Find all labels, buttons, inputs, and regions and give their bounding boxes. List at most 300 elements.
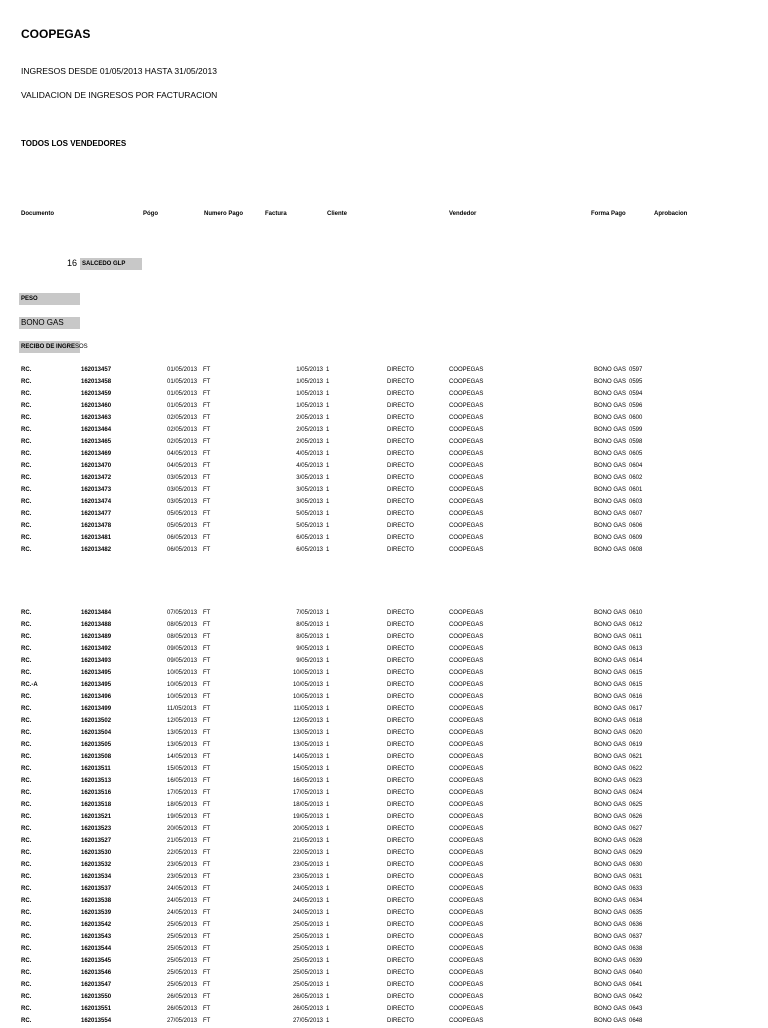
cell-cliente: DIRECTO xyxy=(387,658,414,664)
cell-fecha-pago: 25/05/2013 xyxy=(167,946,198,952)
cell-fecha-pago: 01/05/2013 xyxy=(167,391,198,397)
cell-documento: RC. xyxy=(21,1006,32,1012)
cell-vendedor: COOPEGAS xyxy=(449,415,484,421)
cell-vendedor: COOPEGAS xyxy=(449,946,484,952)
cell-documento: RC. xyxy=(21,367,32,373)
cell-cliente: DIRECTO xyxy=(387,379,414,385)
cell-cliente: DIRECTO xyxy=(387,475,414,481)
cell-recibo-numero: 162013463 xyxy=(81,415,112,421)
cell-fecha-factura: 10/05/2013 xyxy=(292,670,323,676)
cell-tipo-factura: FT xyxy=(203,523,211,529)
cell-forma-pago: BONO GAS xyxy=(594,946,627,952)
table-row xyxy=(0,680,768,692)
cell-cliente: DIRECTO xyxy=(387,862,414,868)
table-row xyxy=(0,968,768,980)
cell-cliente: DIRECTO xyxy=(387,718,414,724)
cell-fecha-factura: 4/05/2013 xyxy=(296,463,323,469)
cell-forma-pago: BONO GAS xyxy=(594,802,627,808)
cell-tipo-factura: FT xyxy=(203,427,211,433)
table-row xyxy=(0,908,768,920)
cell-cliente-codigo: 1 xyxy=(326,922,330,928)
cell-documento: RC. xyxy=(21,994,32,1000)
cell-cliente: DIRECTO xyxy=(387,814,414,820)
cell-aprobacion: 0605 xyxy=(629,451,643,457)
cell-cliente: DIRECTO xyxy=(387,742,414,748)
cell-documento: RC. xyxy=(21,487,32,493)
table-row xyxy=(0,473,768,485)
cell-forma-pago: BONO GAS xyxy=(594,367,627,373)
cell-aprobacion: 0598 xyxy=(629,439,643,445)
cell-tipo-factura: FT xyxy=(203,499,211,505)
cell-tipo-factura: FT xyxy=(203,670,211,676)
cell-fecha-factura: 21/05/2013 xyxy=(292,838,323,844)
cell-cliente: DIRECTO xyxy=(387,778,414,784)
cell-cliente-codigo: 1 xyxy=(326,982,330,988)
cell-recibo-numero: 162013530 xyxy=(81,850,112,856)
cell-recibo-numero: 162013544 xyxy=(81,946,112,952)
cell-documento: RC. xyxy=(21,403,32,409)
cell-tipo-factura: FT xyxy=(203,451,211,457)
cell-tipo-factura: FT xyxy=(203,415,211,421)
cell-documento: RC. xyxy=(21,946,32,952)
cell-cliente-codigo: 1 xyxy=(326,730,330,736)
cell-vendedor: COOPEGAS xyxy=(449,826,484,832)
cell-aprobacion: 0626 xyxy=(629,814,643,820)
cell-cliente-codigo: 1 xyxy=(326,622,330,628)
cell-forma-pago: BONO GAS xyxy=(594,934,627,940)
cell-aprobacion: 0600 xyxy=(629,415,643,421)
cell-cliente-codigo: 1 xyxy=(326,886,330,892)
cell-recibo-numero: 162013551 xyxy=(81,1006,112,1012)
cell-fecha-factura: 2/05/2013 xyxy=(296,415,323,421)
cell-aprobacion: 0595 xyxy=(629,379,643,385)
cell-recibo-numero: 162013457 xyxy=(81,367,112,373)
cell-aprobacion: 0613 xyxy=(629,646,643,652)
cell-cliente: DIRECTO xyxy=(387,790,414,796)
cell-fecha-pago: 12/05/2013 xyxy=(167,718,198,724)
cell-cliente: DIRECTO xyxy=(387,754,414,760)
table-row xyxy=(0,824,768,836)
cell-tipo-factura: FT xyxy=(203,946,211,952)
cell-fecha-pago: 10/05/2013 xyxy=(167,670,198,676)
cell-tipo-factura: FT xyxy=(203,922,211,928)
cell-documento: RC. xyxy=(21,982,32,988)
table-row xyxy=(0,800,768,812)
report-subtitle: VALIDACION DE INGRESOS POR FACTURACION xyxy=(21,90,218,100)
cell-cliente: DIRECTO xyxy=(387,910,414,916)
cell-cliente: DIRECTO xyxy=(387,934,414,940)
cell-aprobacion: 0614 xyxy=(629,658,643,664)
cell-documento: RC. xyxy=(21,862,32,868)
cell-fecha-factura: 5/05/2013 xyxy=(296,511,323,517)
cell-cliente: DIRECTO xyxy=(387,463,414,469)
cell-vendedor: COOPEGAS xyxy=(449,958,484,964)
cell-cliente-codigo: 1 xyxy=(326,814,330,820)
cell-tipo-factura: FT xyxy=(203,826,211,832)
cell-fecha-pago: 25/05/2013 xyxy=(167,982,198,988)
cell-fecha-factura: 1/05/2013 xyxy=(296,367,323,373)
cell-cliente: DIRECTO xyxy=(387,958,414,964)
cell-fecha-pago: 23/05/2013 xyxy=(167,862,198,868)
cell-cliente: DIRECTO xyxy=(387,706,414,712)
cell-forma-pago: BONO GAS xyxy=(594,778,627,784)
cell-forma-pago: BONO GAS xyxy=(594,754,627,760)
cell-cliente: DIRECTO xyxy=(387,874,414,880)
cell-cliente: DIRECTO xyxy=(387,499,414,505)
cell-forma-pago: BONO GAS xyxy=(594,403,627,409)
cell-recibo-numero: 162013532 xyxy=(81,862,112,868)
cell-fecha-factura: 1/05/2013 xyxy=(296,379,323,385)
cell-tipo-factura: FT xyxy=(203,367,211,373)
cell-tipo-factura: FT xyxy=(203,814,211,820)
cell-documento: RC. xyxy=(21,898,32,904)
cell-aprobacion: 0637 xyxy=(629,934,643,940)
cell-documento: RC. xyxy=(21,874,32,880)
cell-cliente: DIRECTO xyxy=(387,535,414,541)
cell-recibo-numero: 162013550 xyxy=(81,994,112,1000)
cell-cliente: DIRECTO xyxy=(387,982,414,988)
cell-tipo-factura: FT xyxy=(203,886,211,892)
cell-cliente-codigo: 1 xyxy=(326,427,330,433)
cell-tipo-factura: FT xyxy=(203,1006,211,1012)
cell-recibo-numero: 162013511 xyxy=(81,766,111,772)
cell-tipo-factura: FT xyxy=(203,487,211,493)
cell-fecha-pago: 17/05/2013 xyxy=(167,790,198,796)
cell-fecha-pago: 02/05/2013 xyxy=(167,415,198,421)
cell-aprobacion: 0648 xyxy=(629,1018,643,1024)
cell-vendedor: COOPEGAS xyxy=(449,499,484,505)
cell-recibo-numero: 162013502 xyxy=(81,718,112,724)
cell-recibo-numero: 162013542 xyxy=(81,922,112,928)
cell-vendedor: COOPEGAS xyxy=(449,379,484,385)
cell-aprobacion: 0639 xyxy=(629,958,643,964)
cell-vendedor: COOPEGAS xyxy=(449,670,484,676)
cell-forma-pago: BONO GAS xyxy=(594,826,627,832)
cell-aprobacion: 0602 xyxy=(629,475,643,481)
cell-fecha-pago: 02/05/2013 xyxy=(167,439,198,445)
cell-vendedor: COOPEGAS xyxy=(449,982,484,988)
cell-aprobacion: 0608 xyxy=(629,547,643,553)
cell-tipo-factura: FT xyxy=(203,838,211,844)
cell-vendedor: COOPEGAS xyxy=(449,754,484,760)
cell-documento: RC. xyxy=(21,850,32,856)
cell-documento: RC. xyxy=(21,754,32,760)
cell-documento: RC. xyxy=(21,439,32,445)
cell-aprobacion: 0612 xyxy=(629,622,643,628)
cell-fecha-pago: 10/05/2013 xyxy=(167,694,198,700)
cell-tipo-factura: FT xyxy=(203,658,211,664)
cell-fecha-factura: 13/05/2013 xyxy=(292,742,323,748)
cell-fecha-pago: 13/05/2013 xyxy=(167,730,198,736)
col-header-numero-pago: Numero Pago xyxy=(204,211,244,217)
table-row xyxy=(0,644,768,656)
cell-cliente: DIRECTO xyxy=(387,670,414,676)
cell-cliente-codigo: 1 xyxy=(326,898,330,904)
cell-documento: RC. xyxy=(21,718,32,724)
cell-fecha-pago: 10/05/2013 xyxy=(167,682,198,688)
cell-recibo-numero: 162013504 xyxy=(81,730,112,736)
cell-documento: RC. xyxy=(21,670,32,676)
cell-recibo-numero: 162013547 xyxy=(81,982,112,988)
cell-documento: RC. xyxy=(21,463,32,469)
cell-vendedor: COOPEGAS xyxy=(449,511,484,517)
table-row xyxy=(0,764,768,776)
group-number: 16 xyxy=(67,258,78,268)
cell-vendedor: COOPEGAS xyxy=(449,994,484,1000)
cell-fecha-pago: 11/05/2013 xyxy=(167,706,197,712)
cell-fecha-pago: 14/05/2013 xyxy=(167,754,198,760)
cell-forma-pago: BONO GAS xyxy=(594,838,627,844)
cell-fecha-pago: 09/05/2013 xyxy=(167,646,198,652)
cell-documento: RC. xyxy=(21,511,32,517)
cell-recibo-numero: 162013534 xyxy=(81,874,112,880)
cell-forma-pago: BONO GAS xyxy=(594,730,627,736)
cell-fecha-pago: 08/05/2013 xyxy=(167,634,198,640)
cell-documento: RC. xyxy=(21,427,32,433)
cell-fecha-pago: 19/05/2013 xyxy=(167,814,198,820)
cell-aprobacion: 0627 xyxy=(629,826,643,832)
cell-fecha-pago: 04/05/2013 xyxy=(167,463,198,469)
cell-cliente-codigo: 1 xyxy=(326,754,330,760)
cell-cliente-codigo: 1 xyxy=(326,658,330,664)
cell-tipo-factura: FT xyxy=(203,718,211,724)
cell-aprobacion: 0622 xyxy=(629,766,643,772)
cell-aprobacion: 0619 xyxy=(629,742,643,748)
cell-forma-pago: BONO GAS xyxy=(594,766,627,772)
cell-tipo-factura: FT xyxy=(203,391,211,397)
cell-documento: RC. xyxy=(21,475,32,481)
cell-vendedor: COOPEGAS xyxy=(449,646,484,652)
cell-vendedor: COOPEGAS xyxy=(449,1018,484,1024)
cell-fecha-pago: 22/05/2013 xyxy=(167,850,198,856)
cell-recibo-numero: 162013554 xyxy=(81,1018,112,1024)
cell-tipo-factura: FT xyxy=(203,910,211,916)
cell-fecha-factura: 25/05/2013 xyxy=(292,922,323,928)
cell-forma-pago: BONO GAS xyxy=(594,886,627,892)
cell-cliente: DIRECTO xyxy=(387,634,414,640)
cell-recibo-numero: 162013521 xyxy=(81,814,112,820)
cell-cliente: DIRECTO xyxy=(387,766,414,772)
cell-cliente-codigo: 1 xyxy=(326,946,330,952)
cell-fecha-factura: 24/05/2013 xyxy=(292,910,323,916)
recibo-label xyxy=(21,341,88,353)
cell-recibo-numero: 162013465 xyxy=(81,439,112,445)
cell-aprobacion: 0616 xyxy=(629,694,643,700)
table-row xyxy=(0,728,768,740)
cell-fecha-pago: 25/05/2013 xyxy=(167,970,198,976)
cell-cliente-codigo: 1 xyxy=(326,547,330,553)
table-row xyxy=(0,449,768,461)
cell-aprobacion: 0638 xyxy=(629,946,643,952)
cell-fecha-factura: 3/05/2013 xyxy=(296,487,323,493)
col-header-cliente: Cliente xyxy=(327,211,348,217)
cell-fecha-factura: 25/05/2013 xyxy=(292,934,323,940)
cell-fecha-factura: 12/05/2013 xyxy=(292,718,323,724)
table-row xyxy=(0,920,768,932)
cell-tipo-factura: FT xyxy=(203,790,211,796)
cell-cliente-codigo: 1 xyxy=(326,475,330,481)
table-row xyxy=(0,812,768,824)
table-row xyxy=(0,425,768,437)
cell-forma-pago: BONO GAS xyxy=(594,814,627,820)
cell-recibo-numero: 162013482 xyxy=(81,547,112,553)
table-row xyxy=(0,704,768,716)
cell-documento: RC. xyxy=(21,523,32,529)
cell-aprobacion: 0615 xyxy=(629,682,643,688)
cell-fecha-pago: 20/05/2013 xyxy=(167,826,198,832)
cell-vendedor: COOPEGAS xyxy=(449,475,484,481)
cell-recibo-numero: 162013484 xyxy=(81,610,112,616)
cell-vendedor: COOPEGAS xyxy=(449,718,484,724)
cell-forma-pago: BONO GAS xyxy=(594,742,627,748)
cell-cliente-codigo: 1 xyxy=(326,826,330,832)
cell-vendedor: COOPEGAS xyxy=(449,634,484,640)
cell-tipo-factura: FT xyxy=(203,802,211,808)
cell-fecha-factura: 2/05/2013 xyxy=(296,427,323,433)
cell-cliente-codigo: 1 xyxy=(326,1018,330,1024)
cell-cliente-codigo: 1 xyxy=(326,463,330,469)
cell-vendedor: COOPEGAS xyxy=(449,742,484,748)
cell-fecha-pago: 03/05/2013 xyxy=(167,499,198,505)
cell-documento: RC. xyxy=(21,499,32,505)
cell-fecha-pago: 09/05/2013 xyxy=(167,658,198,664)
cell-forma-pago: BONO GAS xyxy=(594,415,627,421)
cell-vendedor: COOPEGAS xyxy=(449,874,484,880)
cell-aprobacion: 0636 xyxy=(629,922,643,928)
cell-forma-pago: BONO GAS xyxy=(594,790,627,796)
cell-cliente-codigo: 1 xyxy=(326,1006,330,1012)
cell-vendedor: COOPEGAS xyxy=(449,523,484,529)
table-row xyxy=(0,509,768,521)
cell-fecha-factura: 23/05/2013 xyxy=(292,862,323,868)
cell-vendedor: COOPEGAS xyxy=(449,391,484,397)
cell-aprobacion: 0594 xyxy=(629,391,643,397)
cell-cliente-codigo: 1 xyxy=(326,451,330,457)
cell-aprobacion: 0640 xyxy=(629,970,643,976)
cell-fecha-factura: 7/05/2013 xyxy=(296,610,323,616)
cell-documento: RC. xyxy=(21,547,32,553)
cell-documento: RC. xyxy=(21,694,32,700)
cell-forma-pago: BONO GAS xyxy=(594,862,627,868)
cell-recibo-numero: 162013473 xyxy=(81,487,112,493)
cell-documento: RC. xyxy=(21,610,32,616)
cell-aprobacion: 0607 xyxy=(629,511,643,517)
cell-fecha-factura: 4/05/2013 xyxy=(296,451,323,457)
table-row xyxy=(0,632,768,644)
cell-tipo-factura: FT xyxy=(203,850,211,856)
cell-documento: RC. xyxy=(21,646,32,652)
cell-documento: RC. xyxy=(21,451,32,457)
cell-recibo-numero: 162013477 xyxy=(81,511,112,517)
cell-tipo-factura: FT xyxy=(203,403,211,409)
cell-cliente: DIRECTO xyxy=(387,439,414,445)
cell-vendedor: COOPEGAS xyxy=(449,814,484,820)
cell-vendedor: COOPEGAS xyxy=(449,934,484,940)
cell-forma-pago: BONO GAS xyxy=(594,610,627,616)
cell-fecha-factura: 1/05/2013 xyxy=(296,403,323,409)
cell-tipo-factura: FT xyxy=(203,898,211,904)
cell-aprobacion: 0630 xyxy=(629,862,643,868)
cell-tipo-factura: FT xyxy=(203,934,211,940)
cell-fecha-factura: 6/05/2013 xyxy=(296,547,323,553)
cell-recibo-numero: 162013538 xyxy=(81,898,112,904)
cell-fecha-factura: 13/05/2013 xyxy=(292,730,323,736)
cell-forma-pago: BONO GAS xyxy=(594,958,627,964)
table-row xyxy=(0,401,768,413)
cell-cliente-codigo: 1 xyxy=(326,742,330,748)
cell-documento: RC. xyxy=(21,1018,32,1024)
table-row xyxy=(0,872,768,884)
cell-cliente: DIRECTO xyxy=(387,970,414,976)
cell-cliente: DIRECTO xyxy=(387,523,414,529)
cell-recibo-numero: 162013469 xyxy=(81,451,112,457)
cell-fecha-factura: 5/05/2013 xyxy=(296,523,323,529)
cell-aprobacion: 0624 xyxy=(629,790,643,796)
cell-fecha-factura: 16/05/2013 xyxy=(292,778,323,784)
cell-cliente-codigo: 1 xyxy=(326,487,330,493)
cell-cliente-codigo: 1 xyxy=(326,523,330,529)
group-name: SALCEDO GLP xyxy=(80,258,142,270)
cell-fecha-factura: 8/05/2013 xyxy=(296,634,323,640)
table-row xyxy=(0,932,768,944)
cell-vendedor: COOPEGAS xyxy=(449,838,484,844)
cell-fecha-factura: 24/05/2013 xyxy=(292,898,323,904)
cell-cliente-codigo: 1 xyxy=(326,802,330,808)
cell-fecha-factura: 10/05/2013 xyxy=(292,694,323,700)
cell-recibo-numero: 162013545 xyxy=(81,958,112,964)
receipts-block-1 xyxy=(0,365,768,557)
cell-recibo-numero: 162013495 xyxy=(81,682,112,688)
cell-vendedor: COOPEGAS xyxy=(449,463,484,469)
cell-vendedor: COOPEGAS xyxy=(449,706,484,712)
cell-tipo-factura: FT xyxy=(203,463,211,469)
cell-cliente-codigo: 1 xyxy=(326,367,330,373)
cell-cliente: DIRECTO xyxy=(387,946,414,952)
table-row xyxy=(0,896,768,908)
cell-cliente-codigo: 1 xyxy=(326,634,330,640)
cell-fecha-pago: 25/05/2013 xyxy=(167,958,198,964)
table-row xyxy=(0,848,768,860)
table-row xyxy=(0,740,768,752)
cell-forma-pago: BONO GAS xyxy=(594,910,627,916)
table-row xyxy=(0,884,768,896)
cell-forma-pago: BONO GAS xyxy=(594,682,627,688)
cell-fecha-factura: 25/05/2013 xyxy=(292,982,323,988)
cell-recibo-numero: 162013499 xyxy=(81,706,112,712)
cell-fecha-pago: 06/05/2013 xyxy=(167,535,198,541)
cell-recibo-numero: 162013493 xyxy=(81,658,112,664)
table-row xyxy=(0,521,768,533)
cell-vendedor: COOPEGAS xyxy=(449,622,484,628)
cell-fecha-pago: 06/05/2013 xyxy=(167,547,198,553)
cell-aprobacion: 0601 xyxy=(629,487,643,493)
cell-forma-pago: BONO GAS xyxy=(594,547,627,553)
cell-vendedor: COOPEGAS xyxy=(449,403,484,409)
cell-cliente-codigo: 1 xyxy=(326,910,330,916)
table-row xyxy=(0,776,768,788)
cell-fecha-factura: 8/05/2013 xyxy=(296,622,323,628)
cell-vendedor: COOPEGAS xyxy=(449,802,484,808)
cell-vendedor: COOPEGAS xyxy=(449,886,484,892)
cell-documento: RC. xyxy=(21,886,32,892)
cell-aprobacion: 0597 xyxy=(629,367,643,373)
cell-documento: RC.-A xyxy=(21,682,38,688)
cell-recibo-numero: 162013546 xyxy=(81,970,112,976)
cell-aprobacion: 0629 xyxy=(629,850,643,856)
cell-tipo-factura: FT xyxy=(203,622,211,628)
sellers-filter: TODOS LOS VENDEDORES xyxy=(21,139,127,148)
cell-cliente-codigo: 1 xyxy=(326,682,330,688)
